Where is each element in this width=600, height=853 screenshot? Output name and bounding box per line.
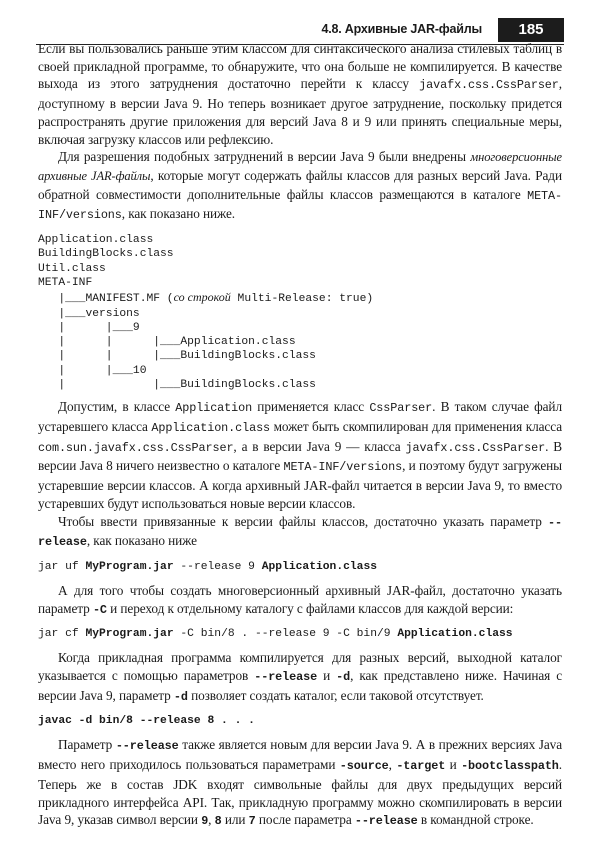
paragraph [38,736,562,831]
inline-code: META-INF/versions [38,188,562,223]
code-text: jar cf [38,628,86,641]
text: также является новым для версии Java 9. А в прежних версиях Java вместо него приходилось пользоваться параметрами [38,737,562,773]
inline-option: -source [339,759,389,774]
inline-option: --release [254,670,318,685]
inline-option: -target [396,759,446,774]
text: , доступному в версии Java 9. Но теперь возникает другое затруднение, поскольку придется распространять другие приложения для версий Java 8 и 9 или принять специальные меры, включая загрузку классов или рефлексию. [38,76,562,147]
inline-option: -C [92,602,107,617]
inline-option: 9 [201,814,209,829]
command-line [38,627,562,641]
text: и [445,757,462,773]
code-text: |___MANIFEST.MF ( [38,293,174,306]
code-text: javac -d bin/8 --release 8 . . . [38,715,255,728]
code-line [38,290,562,306]
code-arg: Application.class [261,560,377,573]
code-line: | |___BuildingBlocks.class [38,379,316,391]
code-line: Util.class [38,262,106,275]
code-line: BuildingBlocks.class [38,248,174,261]
text: Если вы пользовались раньше этим классом для синтаксического анализа стилевых таблиц в своей прикладной программе, то обнаружите, что она больше не компилируется. В качестве выхода из этого затруднения достаточно перейти к классу [38,41,562,92]
text: , как показано ниже. [121,206,235,222]
inline-option: --release [38,515,562,550]
inline-code: META-INF/versions [283,460,403,475]
paragraph [38,40,562,148]
code-line: META-INF [38,276,93,289]
paragraph [38,148,562,225]
text: , и поэтому будут загружены устаревшие версии классов. А когда архивный JAR-файл читается в версии Java 9, то вместо устаревших будут использоваться новые версии классов. [38,458,562,511]
text: , которые могут содержать файлы классов для разных версий Java. Ради обратной совместимости дополнительные файлы классов размещаются в каталоге [38,167,562,202]
code-line: | |___9 [38,321,140,334]
code-line: |___versions [38,307,140,320]
inline-option: --release [115,739,179,754]
inline-option: -d [336,670,351,685]
section-title: 4.8. Архивные JAR-файлы [321,22,482,36]
code-line: | | |___BuildingBlocks.class [38,350,316,363]
text: может быть скомпилирован для применения класса [270,419,562,434]
inline-code: Application [175,401,253,416]
text: и [317,668,337,684]
paragraph [38,398,562,512]
text: . В таком случае файл устаревшего класса [38,399,562,434]
text: Когда прикладная программа компилируется для разных версий, выходной каталог указывается с помощью параметров [38,650,562,684]
text: и переход к отдельному каталогу с файлами классов для каждой версии: [106,600,514,616]
text: , как показано ниже [86,533,197,549]
code-text: Multi-Release: true) [230,293,374,306]
directory-tree [38,233,562,392]
page-body [38,40,562,831]
text: в командной строке. [417,812,534,828]
inline-code: com.sun.javafx.css.CssParser [38,440,234,455]
code-line: Application.class [38,234,154,247]
code-text: jar uf [38,560,86,573]
paragraph [38,649,562,706]
text: применяется класс [252,399,370,415]
text: Параметр [58,737,116,753]
text: . Теперь же в состав JDK входят символьные файлы для двух предыдущих версий прикладного интерфейса API. Так, прикладную программу можно скомпилировать в версии Java 9, указав символ версии [38,757,563,828]
code-line: | | |___Application.class [38,336,296,349]
code-arg: MyProgram.jar [85,628,174,641]
inline-option: 8 [214,814,222,829]
paragraph [38,582,562,619]
code-arg: Application.class [397,628,513,641]
text: . В версии Java 8 ничего неизвестно о каталоге [38,438,562,474]
command-line [38,714,562,728]
page-number: 185 [498,18,564,42]
inline-code: javafx.css.CssParser [419,78,559,93]
inline-option: 7 [248,814,256,829]
text: Допустим, в классе [58,399,176,415]
inline-code: javafx.css.CssParser [405,440,546,455]
text: или [221,812,249,828]
code-text: -C bin/8 . --release 9 -C bin/9 [173,628,398,641]
text: позволяет создать каталог, если таковой отсутствует. [187,687,484,703]
inline-option: -bootclasspath [461,759,559,774]
text: , как представлено ниже. Начиная с версии Java 9, параметр [38,668,562,703]
text: А для того чтобы создать многоверсионный архивный JAR-файл, достаточно указать параметр [38,582,562,616]
inline-code: Application.class [151,421,271,435]
text: , а в версии Java 9 — класса [233,438,406,454]
inline-option: -d [173,689,188,704]
inline-code: CssParser [369,401,433,416]
code-text: --release 9 [173,560,262,573]
text: после параметра [255,812,355,828]
italic-term: многоверсионные архивные JAR-файлы [38,150,562,183]
inline-option: --release [354,814,418,829]
text: , [388,757,397,773]
text: Чтобы ввести привязанные к версии файлы классов, достаточно указать параметр [58,513,549,529]
paragraph [38,513,562,552]
code-comment: со строкой [173,290,231,305]
command-line [38,560,562,574]
code-line: | |___10 [38,364,147,377]
text: , [208,812,215,828]
text: Для разрешения подобных затруднений в версии Java 9 были внедрены [58,149,471,165]
code-arg: MyProgram.jar [85,560,174,573]
